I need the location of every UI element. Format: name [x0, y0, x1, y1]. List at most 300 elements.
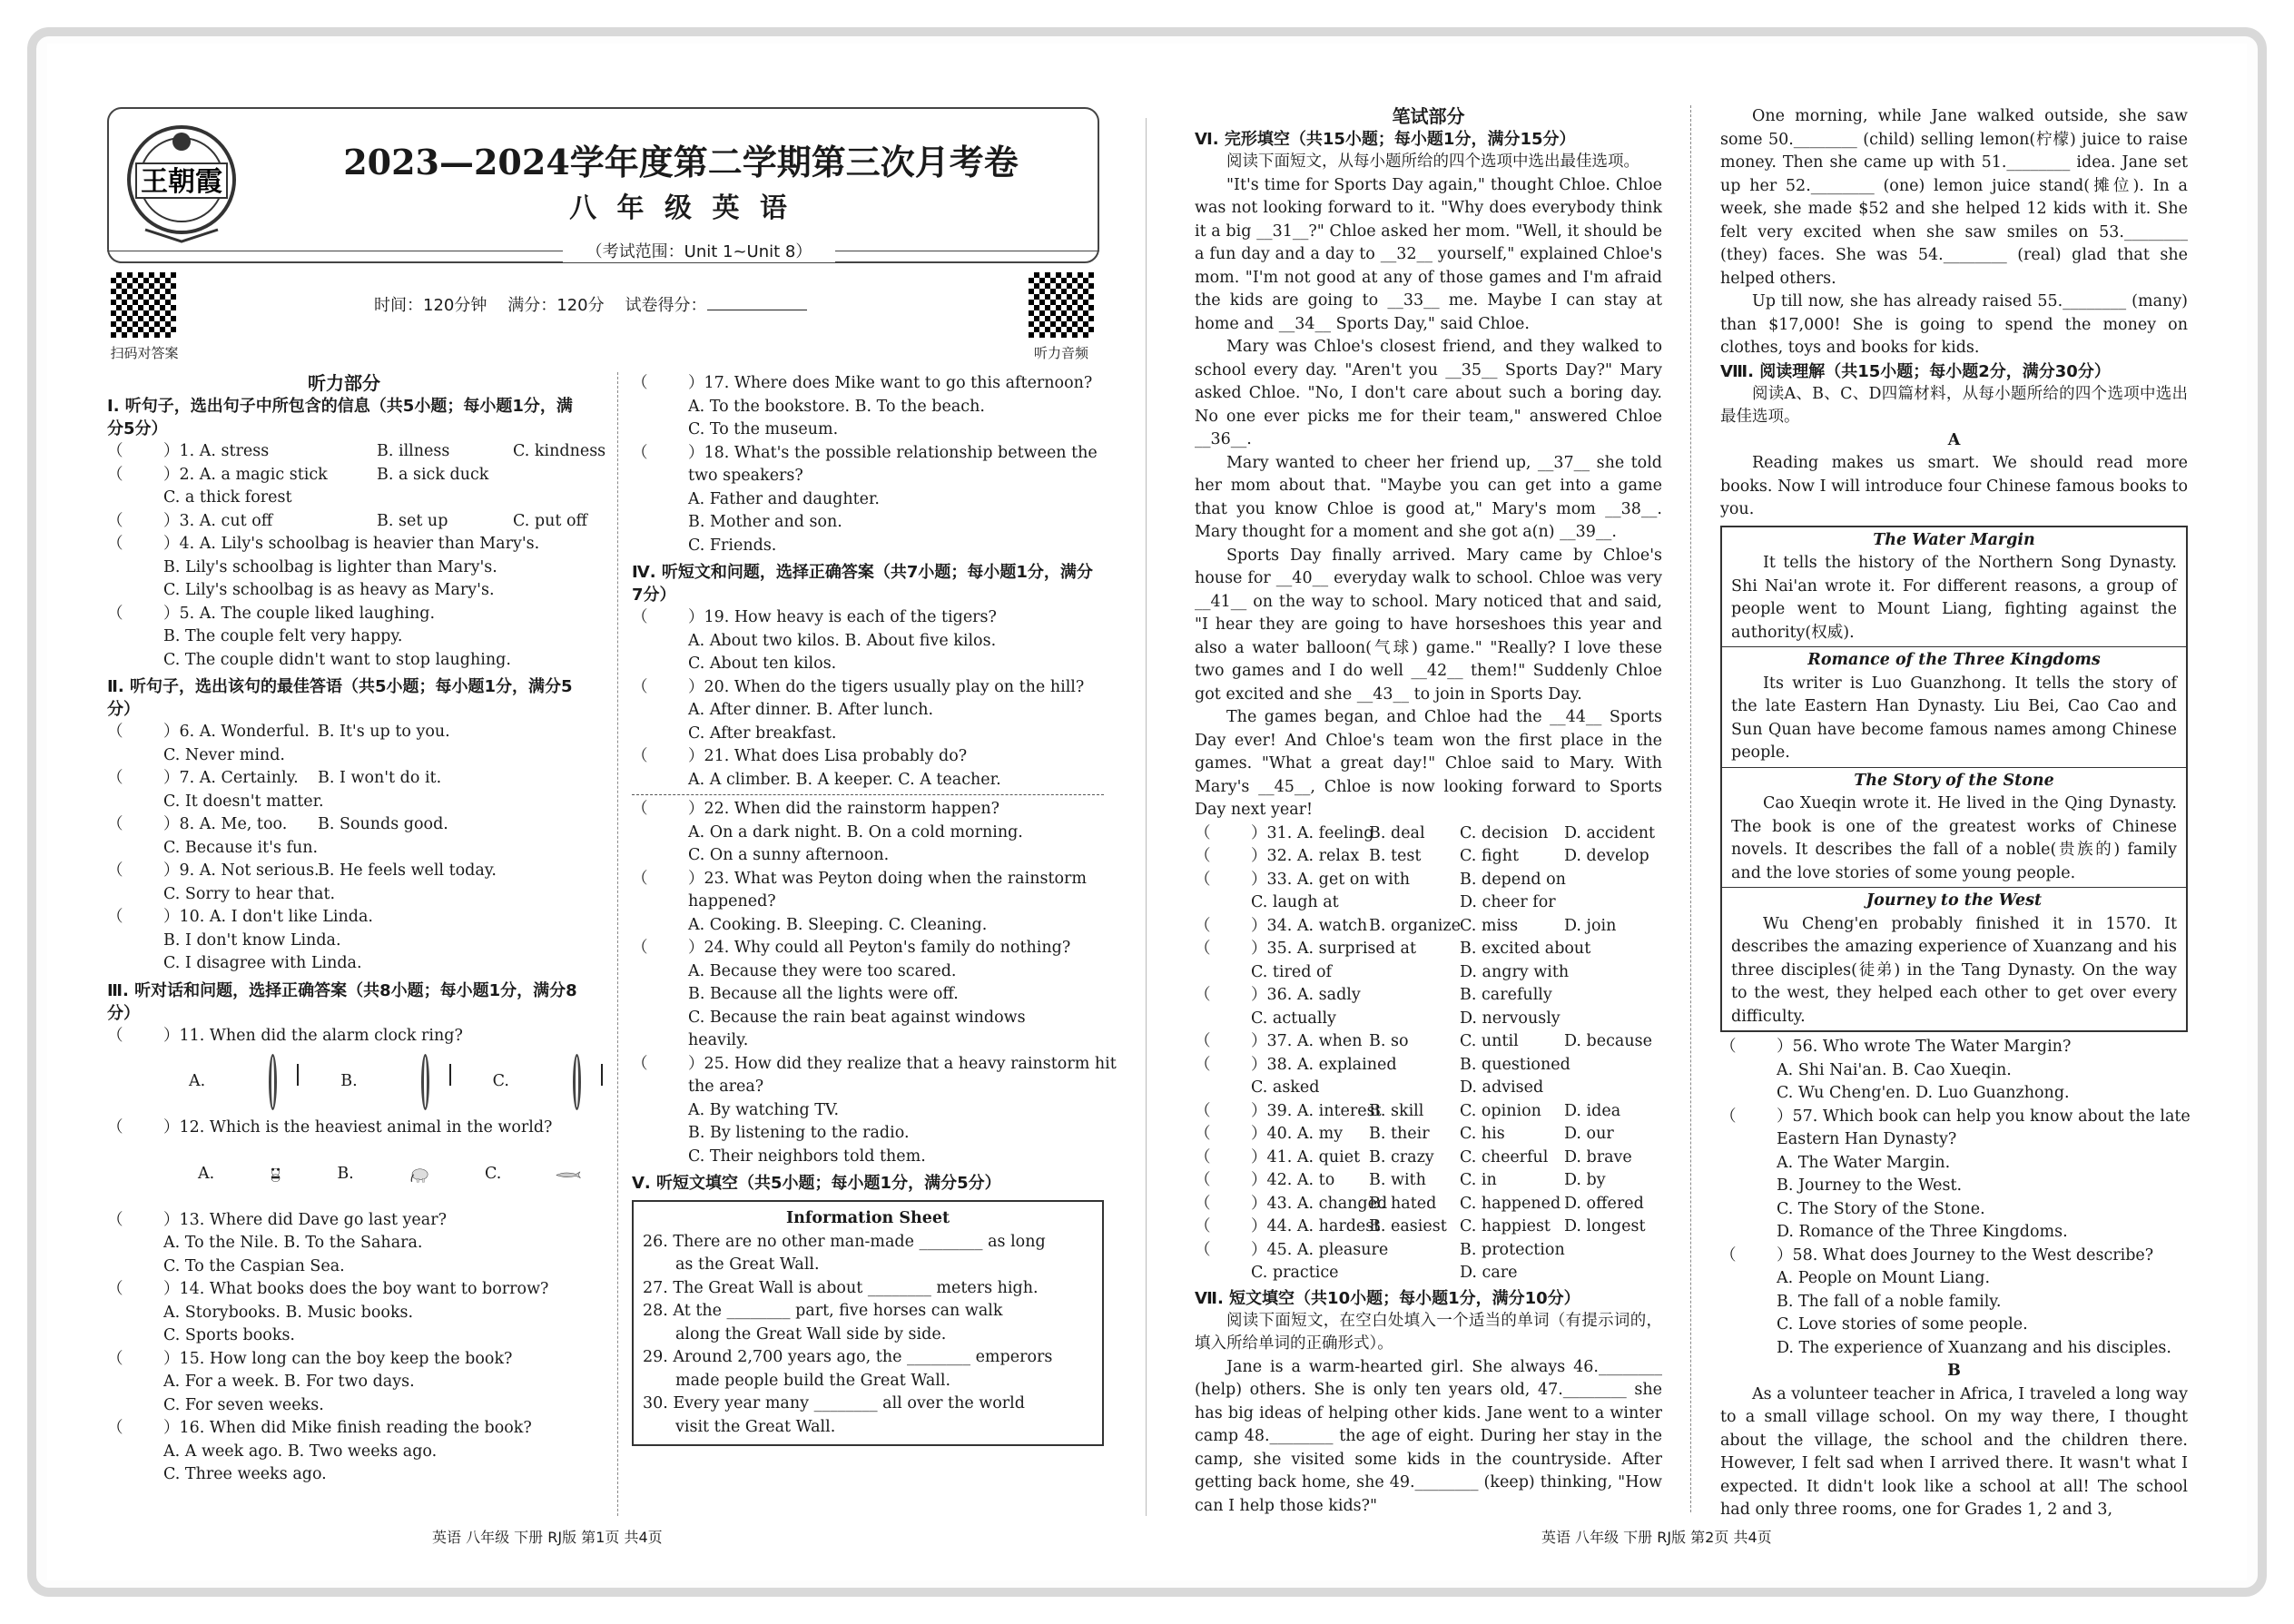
question-11: （ ）11. When did the alarm clock ring? [107, 1026, 463, 1045]
choice-option: B. skill [1369, 1101, 1424, 1120]
answer-bracket[interactable]: （ [1195, 1217, 1211, 1235]
section-3-title: Ⅲ. 听对话和问题，选择正确答案（共8小题；每小题1分，满分8分） [107, 980, 577, 1023]
question-row [107, 487, 581, 510]
answer-bracket[interactable] [107, 1255, 163, 1279]
answer-bracket[interactable] [1195, 891, 1251, 915]
answer-bracket[interactable] [632, 535, 688, 558]
question-text: B. It's up to you. [318, 723, 450, 741]
choice-option: C. in [1460, 1171, 1497, 1189]
choice-row [1195, 1216, 1662, 1239]
choice-option: ）41. A. quiet [1251, 1147, 1361, 1166]
question-row [107, 1278, 581, 1302]
answer-bracket[interactable]: （ [1195, 1147, 1211, 1166]
question-text: ）2. A. a magic stick [163, 465, 328, 484]
answer-bracket[interactable]: （ [1720, 1107, 1737, 1126]
question-row [632, 844, 1104, 868]
question-text: heavily. [688, 1031, 749, 1049]
answer-bracket[interactable] [632, 1007, 688, 1030]
section-6-title: Ⅵ. 完形填空（共15小题；每小题1分，满分15分） [1195, 130, 1576, 149]
question-row [632, 418, 1104, 442]
choice-row [1195, 1262, 1662, 1285]
question-row [1720, 1152, 2188, 1176]
question-row [107, 1255, 581, 1279]
cloze-paragraph: Mary wanted to cheer her friend up, __37__ she told her mom about that. "Maybe you can get into a game that you know Chloe is good at," Mary's mom __38__. Mary thought for a moment and she got a(n) __39__. [1195, 453, 1662, 541]
choice-option: B. their [1369, 1125, 1430, 1143]
answer-bracket[interactable] [1720, 1128, 1777, 1152]
cloze-passage [1195, 174, 1662, 822]
answer-bracket[interactable] [107, 1394, 163, 1418]
answer-bracket[interactable]: （ [107, 465, 123, 484]
answer-bracket[interactable] [1720, 1291, 1777, 1314]
question-text: ）57. Which book can help you know about the late [1777, 1107, 2191, 1126]
books-box [1720, 526, 2188, 1033]
answer-bracket[interactable] [107, 1441, 163, 1464]
answer-bracket[interactable] [632, 488, 688, 512]
answer-bracket[interactable] [632, 1122, 688, 1146]
question-text: happened? [688, 892, 776, 910]
answer-bracket[interactable]: （ [632, 747, 648, 765]
panda-icon [269, 1145, 282, 1205]
choice-option: ）38. A. explained [1251, 1055, 1397, 1074]
question-row [632, 868, 1104, 891]
answer-bracket[interactable]: （ [107, 1419, 123, 1437]
whale-icon [556, 1158, 581, 1191]
question-text: C. Sorry to hear that. [163, 884, 336, 903]
choice-option: D. offered [1564, 1194, 1644, 1213]
answer-bracket[interactable] [632, 822, 688, 845]
question-row [1720, 1106, 2191, 1129]
question-text: C. After breakfast. [688, 723, 837, 743]
question-row [107, 1324, 581, 1348]
answer-bracket[interactable] [632, 960, 688, 984]
answer-bracket[interactable] [107, 1232, 163, 1255]
question-text [377, 487, 513, 510]
info-line: 27. The Great Wall is about ________ meters high. [643, 1278, 1039, 1297]
answer-bracket[interactable] [107, 579, 163, 603]
question-text: C. Their neighbors told them. [688, 1147, 926, 1166]
question-text [377, 556, 513, 580]
answer-bracket[interactable] [632, 1076, 688, 1099]
choice-row [1195, 915, 1662, 939]
question-text: A. A climber. B. A keeper. C. A teacher. [688, 770, 1001, 789]
question-text: Eastern Han Dynasty? [1777, 1130, 1957, 1148]
choice-option: D. cheer for [1460, 893, 1556, 911]
info-line: 30. Every year many ________ all over the world [643, 1394, 1025, 1412]
question-text [318, 883, 554, 907]
question-row [107, 440, 606, 464]
question-text: two speakers? [688, 467, 803, 485]
answer-bracket[interactable] [107, 1302, 163, 1325]
choice-option: C. happiest [1460, 1217, 1551, 1235]
section-7-text: Jane is a warm-hearted girl. She always 46.________ (help) others. She is only ten years old, 47.________ she has big ideas of helping other kids. Jane went to a winter camp 48.________ the age of eight. During her stay in the camp, she visited some kids in the countryside. After getting back home, she 49.________ (keep) thinking, "How can I help those kids?" [1195, 1357, 1662, 1515]
choice-option: C. laugh at [1251, 893, 1339, 911]
passage-b-text: As a volunteer teacher in Africa, I traveled a long way to a small village school. On my way there, I thought about the village, the school and the children there. However, I felt sad when I arrived there. It wasn't what I expected. It didn't look like a school at all! The school had only three rooms, one for Grades 1, 2 and 3, [1720, 1384, 2188, 1519]
question-text: C. Three weeks ago. [163, 1465, 327, 1483]
question-row [107, 1302, 581, 1325]
answer-bracket[interactable]: （ [1195, 916, 1211, 935]
answer-bracket[interactable]: （ [107, 1280, 123, 1298]
question-text: A. People on Mount Liang. [1777, 1269, 1991, 1287]
answer-bracket[interactable] [1720, 1059, 1777, 1083]
option-a-label: A. [189, 1072, 206, 1091]
answer-bracket[interactable] [107, 556, 163, 580]
answer-bracket[interactable]: （ [632, 608, 648, 626]
answer-bracket[interactable]: （ [107, 1210, 123, 1229]
cloze-paragraph: Sports Day finally arrived. Mary came by Chloe's house for __40__ everyday walk to school. Chloe was very __41__ on the way to school. Mary noticed that and said, "I hear they are going to have horseshoes this year and also a water balloon(气球) game." "Really? I love these two games and I do well __42__ them!" Suddenly Chloe got excited and she __43__ to join in Sports Day. [1195, 546, 1662, 704]
choice-option: C. actually [1251, 1009, 1336, 1028]
answer-bracket[interactable] [632, 914, 688, 938]
question-row [107, 883, 581, 907]
question-text: ）13. Where did Dave go last year? [163, 1210, 447, 1229]
answer-bracket[interactable] [1720, 1337, 1777, 1361]
answer-bracket[interactable] [107, 649, 163, 673]
section-8-title: Ⅷ. 阅读理解（共15小题；每小题2分，满分30分） [1720, 361, 2111, 381]
answer-bracket[interactable]: （ [632, 869, 648, 888]
question-text: ）25. How did they realize that a heavy rainstorm hit [688, 1054, 1117, 1073]
answer-bracket[interactable] [1195, 1008, 1251, 1031]
answer-bracket[interactable] [107, 744, 163, 768]
choice-option: ）40. A. my [1251, 1125, 1344, 1143]
question-row [107, 952, 581, 976]
choice-option: ）31. A. feeling [1251, 823, 1374, 842]
answer-bracket[interactable] [632, 396, 688, 419]
choice-row [1195, 891, 1662, 915]
answer-bracket[interactable] [107, 1371, 163, 1394]
answer-bracket[interactable]: （ [1195, 986, 1211, 1004]
question-row [632, 798, 1104, 822]
answer-bracket[interactable] [632, 769, 688, 792]
written-heading: 笔试部分 [1392, 105, 1465, 127]
answer-bracket[interactable] [1720, 1221, 1777, 1245]
choice-row [1195, 961, 1662, 985]
question-row [632, 822, 1104, 845]
book-title: The Water Margin [1873, 530, 2035, 549]
section-6-intro: 阅读下面短文，从每小题所给的四个选项中选出最佳选项。 [1226, 153, 1639, 171]
choice-option: B. with [1369, 1171, 1426, 1189]
answer-bracket[interactable]: （ [1195, 870, 1211, 889]
answer-bracket[interactable]: （ [1195, 1240, 1211, 1259]
answer-bracket[interactable] [632, 891, 688, 914]
book-title: Journey to the West [1866, 891, 2043, 910]
question-text [513, 556, 649, 580]
exam-scope: （考试范围：Unit 1~Unit 8） [563, 239, 835, 262]
answer-bracket[interactable] [1195, 1262, 1251, 1285]
book-entry [1722, 888, 2186, 1030]
answer-bracket[interactable]: （ [107, 815, 123, 833]
question-text: C. The Story of the Stone. [1777, 1199, 1985, 1218]
answer-bracket[interactable]: （ [1195, 1171, 1211, 1189]
choice-option: D. advised [1460, 1078, 1544, 1097]
question-row [107, 791, 581, 814]
question-text [513, 487, 649, 510]
answer-bracket[interactable] [632, 511, 688, 535]
question-text: B. I don't know Linda. [163, 930, 341, 950]
clock-icon [269, 1054, 277, 1110]
section-4-questions [632, 606, 1104, 792]
answer-bracket[interactable]: （ [107, 511, 123, 530]
exam-score-label: 试卷得分： [625, 296, 707, 315]
section-3-questions [107, 1209, 581, 1487]
choice-option: D. join [1564, 916, 1617, 935]
question-row [1720, 1128, 2188, 1152]
choice-option: ）32. A. relax [1251, 847, 1360, 865]
question-text: ）20. When do the tigers usually play on the hill? [688, 677, 1085, 696]
section-4-questions-b [632, 798, 1117, 1168]
answer-bracket[interactable]: （ [107, 535, 123, 553]
section-1-title: Ⅰ. 听句子，选出句子中所包含的信息（共5小题；每小题1分，满分5分） [107, 397, 573, 438]
answer-bracket[interactable] [107, 487, 163, 510]
question-text: A. By watching TV. [688, 1100, 840, 1119]
passage-a-intro: Reading makes us smart. We should read more books. Now I will introduce four Chinese famous books to you. [1720, 454, 2188, 518]
section-2-questions [107, 721, 581, 976]
info-line: made people build the Great Wall. [675, 1371, 951, 1390]
info-line: 26. There are no other man-made ________ as long [643, 1232, 1046, 1251]
answer-bracket[interactable] [107, 837, 163, 861]
section-1-questions [107, 440, 606, 672]
answer-bracket[interactable] [632, 983, 688, 1007]
answer-bracket[interactable] [632, 723, 688, 746]
choice-row [1195, 1030, 1662, 1054]
choice-option: B. protection [1460, 1240, 1565, 1259]
answer-bracket[interactable] [632, 1146, 688, 1169]
choice-option: D. nervously [1460, 1009, 1561, 1028]
answer-bracket[interactable] [632, 465, 688, 488]
qr-code-audio[interactable] [1029, 272, 1094, 338]
question-12-images [107, 1140, 581, 1209]
answer-bracket[interactable]: （ [1195, 1194, 1211, 1213]
question-text: C. I disagree with Linda. [163, 954, 362, 972]
question-row [107, 930, 581, 953]
question-row [107, 767, 581, 791]
answer-bracket[interactable] [107, 930, 163, 953]
qr-label-answers: 扫码对答案 [110, 345, 179, 361]
question-text [513, 464, 649, 487]
answer-bracket[interactable] [632, 1029, 688, 1053]
question-row [632, 630, 1104, 654]
section-7-title: Ⅶ. 短文填空（共10小题；每小题1分，满分10分） [1195, 1288, 1580, 1308]
question-row [107, 1441, 581, 1464]
answer-bracket[interactable]: （ [1195, 823, 1211, 842]
choice-row [1195, 984, 1662, 1008]
answer-bracket[interactable]: （ [1720, 1038, 1737, 1056]
question-text: B. Lily's schoolbag is lighter than Mary's. [163, 557, 497, 576]
question-row [107, 603, 581, 626]
answer-bracket[interactable] [1195, 1077, 1251, 1100]
question-row [107, 1394, 581, 1418]
choice-option: C. until [1460, 1032, 1519, 1050]
choice-option: ）35. A. surprised at [1251, 940, 1417, 958]
answer-bracket[interactable]: （ [632, 939, 648, 957]
book-entry [1722, 527, 2186, 648]
choice-option: B. deal [1369, 823, 1425, 842]
choice-option: B. organize [1369, 916, 1461, 935]
answer-bracket[interactable] [107, 1463, 163, 1487]
choice-option: ）37. A. when [1251, 1032, 1363, 1050]
info-line: 28. At the ________ part, five horses can walk [643, 1302, 1003, 1320]
answer-bracket[interactable]: （ [1195, 1055, 1211, 1074]
question-text [318, 952, 554, 976]
answer-bracket[interactable]: （ [107, 769, 123, 787]
choice-option: D. longest [1564, 1217, 1646, 1235]
question-row [107, 625, 581, 649]
question-row [107, 556, 581, 580]
passage-a-label: A [1947, 430, 1961, 449]
choice-row [1195, 1123, 1662, 1147]
question-text: C. Love stories of some people. [1777, 1315, 2028, 1334]
question-text: B. The fall of a noble family. [1777, 1292, 2002, 1311]
logo-text: 王朝霞 [141, 166, 222, 198]
question-text [377, 649, 513, 673]
question-row [632, 983, 1104, 1007]
question-row [107, 906, 581, 930]
answer-bracket[interactable] [1720, 1175, 1777, 1198]
choice-option: ）39. A. interest [1251, 1101, 1382, 1120]
question-row [107, 579, 581, 603]
question-row [1720, 1337, 2188, 1361]
answer-bracket[interactable] [632, 630, 688, 654]
info-line: as the Great Wall. [675, 1255, 820, 1274]
question-text [318, 837, 554, 861]
answer-bracket[interactable] [632, 653, 688, 676]
answer-bracket[interactable]: （ [107, 604, 123, 623]
answer-bracket[interactable] [632, 1099, 688, 1123]
answer-bracket[interactable]: （ [107, 723, 123, 741]
column-divider [1690, 105, 1691, 1512]
choice-row [1195, 938, 1662, 961]
question-text: C. kindness [513, 442, 606, 460]
question-text: B. Sounds good. [318, 815, 448, 833]
question-row [632, 960, 1104, 984]
choice-option: B. hated [1369, 1194, 1437, 1213]
answer-bracket[interactable]: （ [1195, 847, 1211, 865]
question-text: C. Friends. [688, 536, 777, 555]
answer-bracket[interactable]: （ [632, 443, 648, 462]
answer-bracket[interactable]: （ [632, 374, 648, 392]
choice-option: B. crazy [1369, 1147, 1434, 1166]
question-text [318, 791, 554, 814]
question-text: A. About two kilos. B. About five kilos. [688, 631, 997, 650]
question-row [632, 442, 1104, 466]
answer-bracket[interactable] [1720, 1267, 1777, 1291]
choice-option: C. cheerful [1460, 1147, 1549, 1166]
choice-option: B. depend on [1460, 870, 1566, 889]
question-row [1720, 1036, 2188, 1059]
choice-option: ）43. A. changed [1251, 1194, 1388, 1213]
footer-left: 英语 八年级 下册 RJ版 第1页 共4页 [432, 1529, 663, 1546]
answer-bracket[interactable] [1720, 1314, 1777, 1337]
option-c-label: C. [492, 1072, 509, 1091]
question-row [1720, 1175, 2188, 1198]
qr-code-answers[interactable] [111, 272, 176, 338]
choice-row [1195, 1008, 1662, 1031]
question-text: B. By listening to the radio. [688, 1124, 910, 1142]
answer-bracket[interactable] [632, 699, 688, 723]
question-text: ）17. Where does Mike want to go this afternoon? [688, 374, 1093, 392]
question-text: ）7. A. Certainly. [163, 769, 299, 787]
answer-bracket[interactable]: （ [632, 677, 648, 696]
cloze-paragraph: The games began, and Chloe had the __44__ Sports Day ever! And Chloe's team won the first place in the games. "What a great day!" Chloe said to Mary. With Mary's __45__, Chloe is now looking forward to Sports Day next year! [1195, 708, 1662, 819]
answer-bracket[interactable] [632, 844, 688, 868]
book-title: Romance of the Three Kingdoms [1807, 651, 2101, 669]
answer-bracket[interactable] [107, 952, 163, 976]
answer-bracket[interactable]: （ [1195, 1032, 1211, 1050]
question-row [107, 1417, 581, 1441]
answer-bracket[interactable] [1720, 1198, 1777, 1222]
answer-bracket[interactable]: （ [632, 1054, 648, 1073]
listening-heading: 听力部分 [308, 372, 380, 394]
choice-option: D. because [1564, 1032, 1652, 1050]
answer-bracket[interactable]: （ [1195, 940, 1211, 958]
answer-bracket[interactable] [632, 418, 688, 442]
question-row [107, 649, 581, 673]
choice-option: D. brave [1564, 1147, 1632, 1166]
column-1 [107, 372, 606, 1487]
answer-bracket[interactable]: （ [1195, 1101, 1211, 1120]
answer-bracket[interactable]: （ [107, 908, 123, 926]
answer-bracket[interactable]: （ [107, 442, 123, 460]
question-row [632, 937, 1104, 960]
question-text: A. Father and daughter. [688, 489, 880, 508]
answer-bracket[interactable]: （ [1195, 1125, 1211, 1143]
answer-bracket[interactable] [1720, 1082, 1777, 1106]
question-row [107, 1371, 581, 1394]
answer-bracket[interactable] [107, 625, 163, 649]
question-text: ）8. A. Me, too. [163, 815, 288, 833]
answer-bracket[interactable]: （ [107, 1349, 123, 1368]
question-text: ）23. What was Peyton doing when the rainstorm [688, 869, 1087, 888]
column-divider [617, 372, 618, 1516]
question-text: B. illness [377, 442, 450, 460]
column-4 [1720, 105, 2191, 1522]
answer-bracket[interactable] [107, 1324, 163, 1348]
answer-bracket[interactable]: （ [632, 800, 648, 818]
question-text: ）22. When did the rainstorm happen? [688, 800, 999, 818]
choice-option: B. so [1369, 1032, 1409, 1050]
choice-option: C. his [1460, 1125, 1505, 1143]
answer-bracket[interactable] [107, 883, 163, 907]
book-title: The Story of the Stone [1854, 771, 2054, 790]
question-text [513, 533, 649, 556]
choice-option: D. care [1460, 1264, 1518, 1282]
question-text: A. To the bookstore. B. To the beach. [688, 397, 985, 416]
dashed-divider [632, 794, 1104, 795]
question-text [318, 906, 554, 930]
cloze-choices [1195, 822, 1662, 1285]
question-row [1720, 1267, 2188, 1291]
question-text: ）10. A. I don't like Linda. [163, 908, 373, 926]
passage-b-label: B [1947, 1362, 1961, 1380]
question-text: C. To the Caspian Sea. [163, 1256, 345, 1275]
question-text [513, 649, 649, 673]
question-row [1720, 1314, 2188, 1337]
column-3 [1195, 105, 1662, 1518]
answer-bracket[interactable] [1195, 961, 1251, 985]
question-text: B. a sick duck [377, 465, 489, 484]
information-sheet-title: Information Sheet [785, 1209, 950, 1227]
question-text: ）19. How heavy is each of the tigers? [688, 608, 997, 626]
answer-bracket[interactable] [1720, 1152, 1777, 1176]
section-4-title: Ⅳ. 听短文和问题，选择正确答案（共7小题；每小题1分，满分7分） [632, 563, 1093, 605]
choice-option: C. tired of [1251, 962, 1333, 981]
answer-bracket[interactable]: （ [107, 861, 123, 880]
answer-bracket[interactable] [107, 791, 163, 814]
blank-paragraph: One morning, while Jane walked outside, she saw some 50.________ (child) selling lemon(柠檬) juice to raise money. Then she came up with 51.________ idea. Jane set up her 52.________ (one) lemon juice stand(摊位). In a week, she made $52 and she helped 12 kids with it. She felt very excited when she saw smiles on 53.________ (they) faces. She was 54.________ (real) glad that she helped others. [1720, 107, 2188, 288]
answer-bracket[interactable]: （ [1720, 1245, 1737, 1265]
question-text: B. He feels well today. [318, 861, 497, 880]
question-text: A. To the Nile. B. To the Sahara. [163, 1234, 423, 1252]
question-text: ）3. A. cut off [163, 511, 273, 530]
section-7-continued [1720, 105, 2188, 360]
